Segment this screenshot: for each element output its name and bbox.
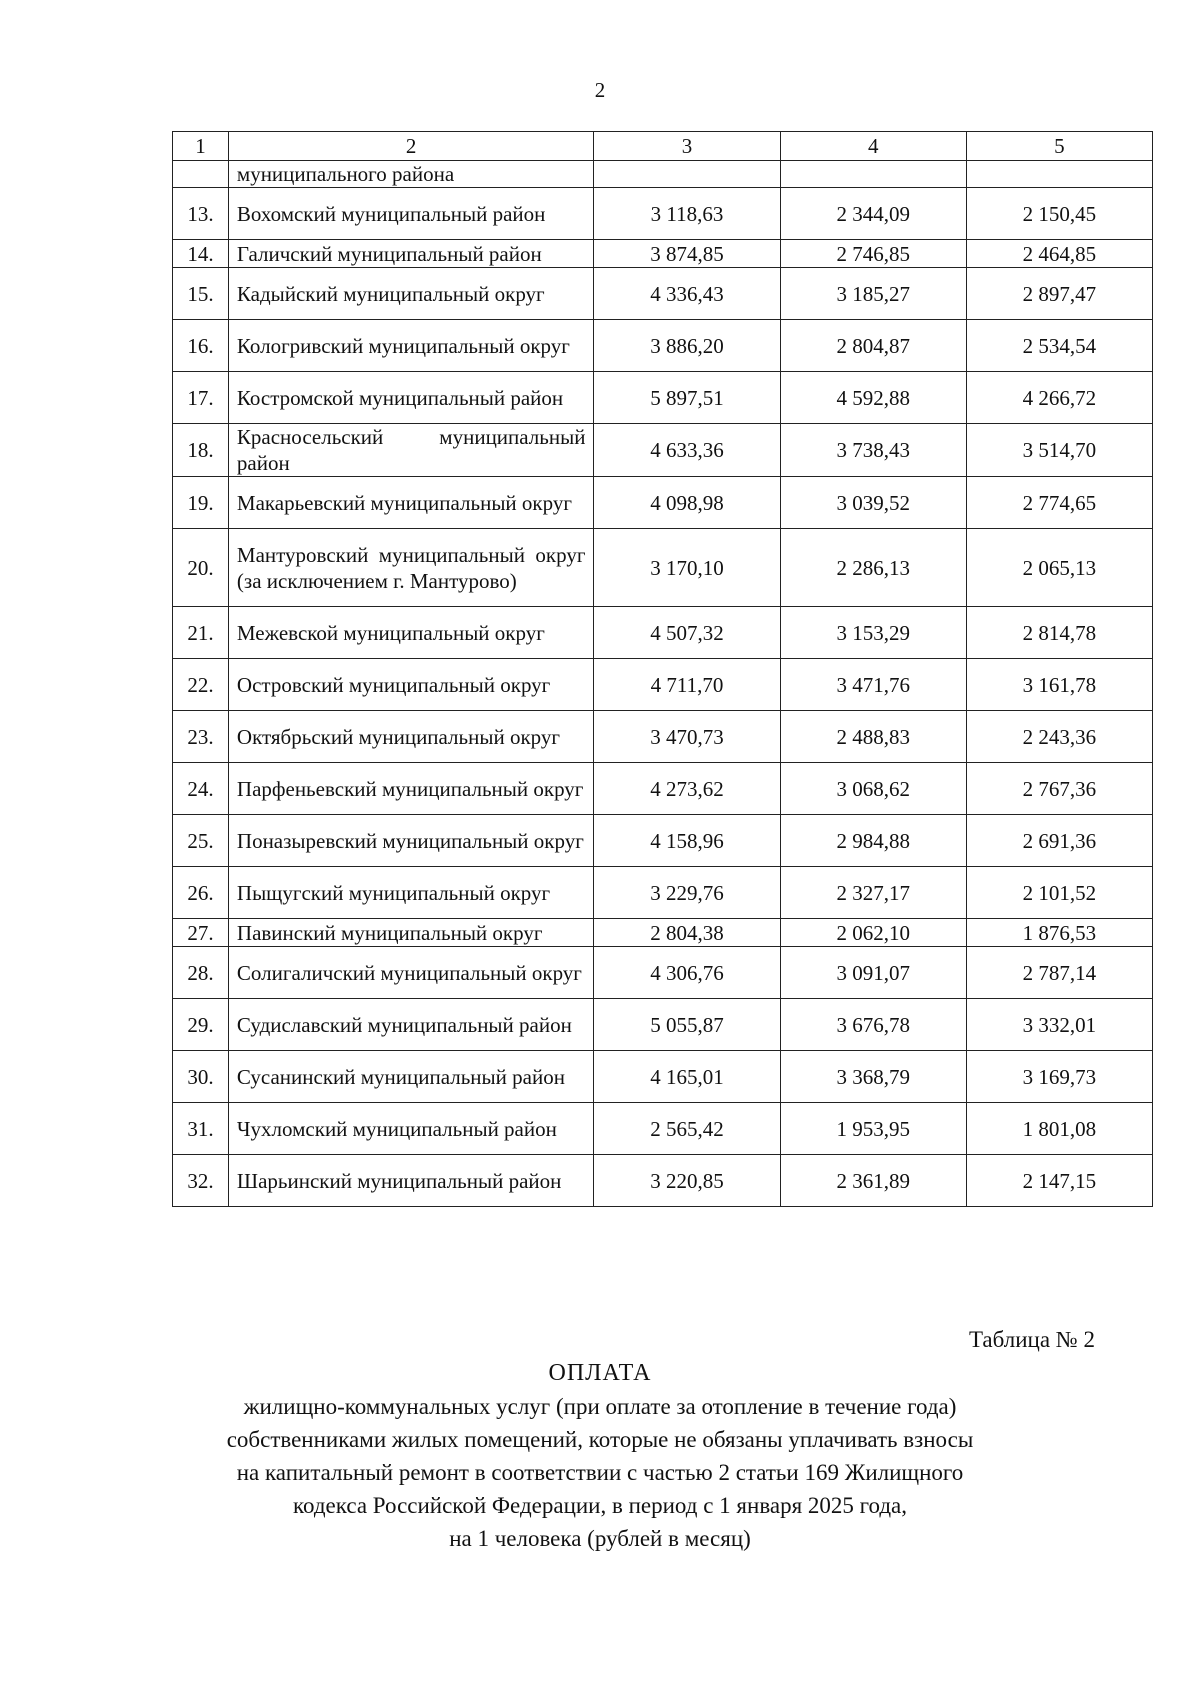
municipality-name: Макарьевский муниципальный округ	[228, 477, 594, 529]
table-header-row	[173, 132, 1153, 161]
table-row	[173, 188, 1153, 240]
value-col-3: 4 336,43	[594, 268, 780, 320]
row-number: 16.	[173, 320, 229, 372]
value-col-4: 2 488,83	[780, 711, 966, 763]
row-number: 13.	[173, 188, 229, 240]
header-cell: 3	[594, 132, 780, 161]
table-row	[173, 268, 1153, 320]
table-row	[173, 1155, 1153, 1207]
value-col-4: 3 091,07	[780, 947, 966, 999]
municipality-name: Шарьинский муниципальный район	[228, 1155, 594, 1207]
empty-cell	[594, 161, 780, 188]
row-number: 23.	[173, 711, 229, 763]
municipality-name: Судиславский муниципальный район	[228, 999, 594, 1051]
value-col-5: 2 787,14	[966, 947, 1152, 999]
value-col-3: 4 306,76	[594, 947, 780, 999]
municipality-name: Сусанинский муниципальный район	[228, 1051, 594, 1103]
value-col-5: 2 147,15	[966, 1155, 1152, 1207]
municipality-name: Островский муниципальный округ	[228, 659, 594, 711]
municipality-name: Кадыйский муниципальный округ	[228, 268, 594, 320]
municipality-name: Пыщугский муниципальный округ	[228, 867, 594, 919]
value-col-5: 3 169,73	[966, 1051, 1152, 1103]
value-col-3: 3 874,85	[594, 240, 780, 268]
value-col-5: 2 150,45	[966, 188, 1152, 240]
municipality-name: Октябрьский муниципальный округ	[228, 711, 594, 763]
row-number: 14.	[173, 240, 229, 268]
heading-line: на 1 человека (рублей в месяц)	[449, 1526, 751, 1551]
header-cell: 5	[966, 132, 1152, 161]
row-number: 30.	[173, 1051, 229, 1103]
table-row	[173, 999, 1153, 1051]
row-number: 22.	[173, 659, 229, 711]
value-col-3: 3 886,20	[594, 320, 780, 372]
table-row	[173, 919, 1153, 947]
page-number: 2	[594, 78, 606, 102]
value-col-3: 4 507,32	[594, 607, 780, 659]
municipality-name: Парфеньевский муниципальный округ	[228, 763, 594, 815]
row-number: 17.	[173, 372, 229, 424]
municipality-name: Красносельский муниципальный район	[228, 424, 594, 477]
value-col-5: 2 243,36	[966, 711, 1152, 763]
value-col-4: 3 738,43	[780, 424, 966, 477]
municipality-name: Вохомский муниципальный район	[228, 188, 594, 240]
value-col-5: 2 897,47	[966, 268, 1152, 320]
value-col-3: 3 220,85	[594, 1155, 780, 1207]
value-col-3: 4 098,98	[594, 477, 780, 529]
value-col-5: 2 814,78	[966, 607, 1152, 659]
heading-line: кодекса Российской Федерации, в период с 1 января 2025 года,	[292, 1493, 908, 1518]
municipality-name: Межевской муниципальный округ	[228, 607, 594, 659]
heading-line: на капитальный ремонт в соответствии с частью 2 статьи 169 Жилищного	[236, 1460, 964, 1485]
value-col-5: 2 534,54	[966, 320, 1152, 372]
header-cell: 2	[228, 132, 594, 161]
value-col-5: 2 774,65	[966, 477, 1152, 529]
municipality-name: Павинский муниципальный округ	[228, 919, 594, 947]
value-col-3: 4 633,36	[594, 424, 780, 477]
value-col-3: 4 273,62	[594, 763, 780, 815]
row-number: 31.	[173, 1103, 229, 1155]
row-number: 18.	[173, 424, 229, 477]
table-row	[173, 320, 1153, 372]
continuation-text: муниципального района	[228, 161, 594, 188]
value-col-4: 3 185,27	[780, 268, 966, 320]
value-col-3: 3 170,10	[594, 529, 780, 607]
value-col-3: 4 165,01	[594, 1051, 780, 1103]
continuation-row	[173, 161, 1153, 188]
value-col-4: 2 062,10	[780, 919, 966, 947]
header-cell: 1	[173, 132, 229, 161]
municipality-name: Галичский муниципальный район	[228, 240, 594, 268]
tariff-table	[172, 131, 1153, 1207]
value-col-5: 4 266,72	[966, 372, 1152, 424]
heading-line: жилищно-коммунальных услуг (при оплате за отопление в течение года)	[243, 1394, 957, 1419]
row-number: 27.	[173, 919, 229, 947]
value-col-4: 2 361,89	[780, 1155, 966, 1207]
value-col-5: 3 514,70	[966, 424, 1152, 477]
row-number: 21.	[173, 607, 229, 659]
table-row	[173, 477, 1153, 529]
value-col-4: 3 039,52	[780, 477, 966, 529]
table-row	[173, 763, 1153, 815]
header-cell: 4	[780, 132, 966, 161]
value-col-5: 3 161,78	[966, 659, 1152, 711]
value-col-4: 2 746,85	[780, 240, 966, 268]
municipality-name: Поназыревский муниципальный округ	[228, 815, 594, 867]
row-number: 19.	[173, 477, 229, 529]
row-number: 25.	[173, 815, 229, 867]
value-col-4: 2 286,13	[780, 529, 966, 607]
municipality-name: Мантуровский муниципальный округ (за исключением г. Мантурово)	[228, 529, 594, 607]
heading-line: собственниками жилых помещений, которые не обязаны уплачивать взносы	[226, 1427, 974, 1452]
value-col-4: 3 368,79	[780, 1051, 966, 1103]
municipality-name: Солигаличский муниципальный округ	[228, 947, 594, 999]
value-col-5: 1 801,08	[966, 1103, 1152, 1155]
value-col-5: 2 464,85	[966, 240, 1152, 268]
value-col-4: 4 592,88	[780, 372, 966, 424]
value-col-4: 3 068,62	[780, 763, 966, 815]
value-col-3: 2 804,38	[594, 919, 780, 947]
table-row	[173, 607, 1153, 659]
row-number: 32.	[173, 1155, 229, 1207]
value-col-4: 2 984,88	[780, 815, 966, 867]
value-col-3: 3 229,76	[594, 867, 780, 919]
row-number: 24.	[173, 763, 229, 815]
value-col-3: 5 055,87	[594, 999, 780, 1051]
value-col-5: 2 691,36	[966, 815, 1152, 867]
table-row	[173, 372, 1153, 424]
table-row	[173, 240, 1153, 268]
empty-cell	[780, 161, 966, 188]
value-col-4: 3 471,76	[780, 659, 966, 711]
value-col-3: 3 470,73	[594, 711, 780, 763]
table-row	[173, 659, 1153, 711]
table-label: Таблица № 2	[968, 1327, 1095, 1352]
table-row	[173, 867, 1153, 919]
value-col-5: 3 332,01	[966, 999, 1152, 1051]
table-heading	[0, 1357, 1200, 1555]
value-col-5: 1 876,53	[966, 919, 1152, 947]
row-number: 20.	[173, 529, 229, 607]
value-col-3: 4 158,96	[594, 815, 780, 867]
value-col-5: 2 065,13	[966, 529, 1152, 607]
value-col-3: 5 897,51	[594, 372, 780, 424]
row-number: 29.	[173, 999, 229, 1051]
value-col-5: 2 101,52	[966, 867, 1152, 919]
value-col-4: 2 344,09	[780, 188, 966, 240]
table-row	[173, 1103, 1153, 1155]
municipality-name: Чухломский муниципальный район	[228, 1103, 594, 1155]
value-col-4: 2 327,17	[780, 867, 966, 919]
value-col-3: 4 711,70	[594, 659, 780, 711]
value-col-4: 3 153,29	[780, 607, 966, 659]
table-row	[173, 815, 1153, 867]
table-row	[173, 424, 1153, 477]
row-number: 28.	[173, 947, 229, 999]
empty-cell	[966, 161, 1152, 188]
empty-cell	[173, 161, 229, 188]
table-row	[173, 1051, 1153, 1103]
value-col-4: 3 676,78	[780, 999, 966, 1051]
value-col-5: 2 767,36	[966, 763, 1152, 815]
heading-title: ОПЛАТА	[548, 1360, 652, 1386]
municipality-name: Кологривский муниципальный округ	[228, 320, 594, 372]
value-col-3: 2 565,42	[594, 1103, 780, 1155]
row-number: 15.	[173, 268, 229, 320]
municipality-name: Костромской муниципальный район	[228, 372, 594, 424]
value-col-4: 2 804,87	[780, 320, 966, 372]
row-number: 26.	[173, 867, 229, 919]
table-row	[173, 947, 1153, 999]
value-col-3: 3 118,63	[594, 188, 780, 240]
table-row	[173, 529, 1153, 607]
value-col-4: 1 953,95	[780, 1103, 966, 1155]
table-row	[173, 711, 1153, 763]
